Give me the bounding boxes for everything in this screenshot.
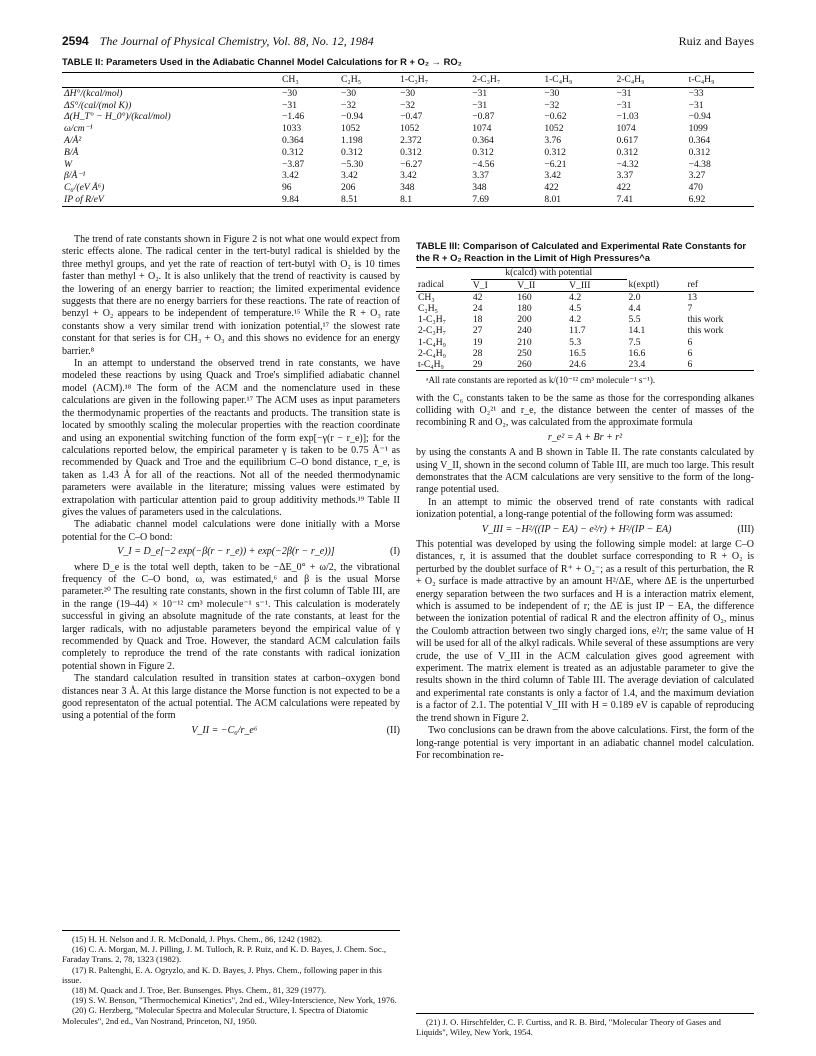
- table2-cell: −31: [688, 99, 704, 111]
- table3-cell: 4.2: [569, 291, 582, 303]
- table2-cell: −3.87: [282, 158, 305, 170]
- table2-row-label: Δ(H_T° − H_0°)/(kcal/mol): [64, 111, 171, 123]
- table2-cell: 0.312: [472, 146, 494, 158]
- equation-4-number: (III): [737, 523, 754, 535]
- table3-col-header: V_II: [515, 279, 567, 291]
- table3-cell: 200: [517, 314, 532, 326]
- table3-row: [416, 348, 754, 359]
- table2-caption: TABLE II: Parameters Used in the Adiabatic Channel Model Calculations for R + O₂ → RO₂: [62, 56, 462, 67]
- table2-cell: 9.84: [280, 194, 339, 206]
- table2-cell: 422: [544, 182, 559, 194]
- equation-1: [62, 546, 400, 558]
- table2-row: [62, 111, 754, 123]
- table2-cell: 3.42: [400, 170, 417, 182]
- table2-cell: 8.1: [398, 194, 470, 206]
- table2-row-label: W: [64, 158, 72, 170]
- table2-cell: 0.312: [341, 146, 363, 158]
- table3-row: [416, 314, 754, 325]
- table2-cell: −31: [472, 99, 488, 111]
- table2-cell: 7.69: [470, 194, 542, 206]
- running-head: [62, 34, 754, 49]
- table3-cell: 16.6: [628, 347, 646, 359]
- table3-cell: 1-C₄H₉: [418, 336, 447, 348]
- footnote: (21) J. O. Hirschfelder, C. F. Curtiss, and R. B. Bird, "Molecular Theory of Gases and Liquids", Wiley, New York, 1954.: [416, 1017, 721, 1038]
- table2-row: [62, 159, 754, 171]
- table2-row-label: ω/cm⁻¹: [64, 123, 93, 135]
- table2-cell: 0.312: [400, 146, 422, 158]
- table2-cell: 96: [282, 182, 292, 194]
- table2-cell: −31: [616, 99, 632, 111]
- body-paragraph: In an attempt to understand the observed trend in rate constants, we have modeled these reactions by using Quack and Troe's simplified adiabatic channel model (ACM).¹⁸ The form of the ACM and the nomenclature used in these calculations are given in the following paper.¹⁷ The ACM uses as input parameters the thermodynamic properties of the reactants and products. The transition state is located by smoothly scaling the molecular properties with the reaction coordinate and using an exponential switching function of the form exp[−γ(r − r_e)]; for the calculations reported below, the empirical parameter γ is taken to be 0.75 Å⁻¹ as recommended by Quack and Troe and the equilibrium C–O bond distance, r_e, is taken as 1.43 Å for all of the reactions. Not all of the needed thermodynamic parameters were available in the literature; missing values were estimated by extrapolation with particular attention paid to group additivity methods.¹⁹ Table II gives the values of parameters used in the calculations.: [62, 358, 400, 518]
- table2-cell: 422: [616, 182, 631, 194]
- table3-row: [416, 359, 754, 371]
- table3-cell: 6: [687, 347, 693, 359]
- footnote: (18) M. Quack and J. Troe, Ber. Bunsenges. Phys. Chem., 81, 329 (1977).: [72, 985, 326, 996]
- table2-cell: 8.51: [339, 194, 398, 206]
- footnotes-left: [62, 930, 400, 1026]
- table3-cell: 24.6: [567, 359, 626, 371]
- table3-cell: 28: [472, 347, 483, 359]
- table3-cell: 27: [472, 325, 483, 337]
- table2-cell: 7.41: [614, 194, 686, 206]
- table2-row-label: β/Å⁻¹: [64, 170, 86, 182]
- table2-cell: −0.94: [341, 111, 364, 123]
- left-column: [62, 234, 400, 740]
- table2-cell: 0.312: [616, 146, 639, 158]
- table2-cell: −6.21: [544, 158, 567, 170]
- table3-cell: 29: [471, 359, 515, 371]
- table2-cell: −30: [400, 87, 416, 99]
- table2-cell: −30: [341, 87, 357, 99]
- table2-cell: −4.38: [688, 158, 711, 170]
- table2-cell: 3.42: [282, 170, 299, 182]
- table3-col-header: ref: [685, 279, 754, 291]
- table3-cell: 4.4: [628, 302, 641, 314]
- table2-cell: 470: [688, 182, 703, 194]
- table2-col-header: t-C₄H₉: [687, 73, 754, 88]
- table2-cell: 348: [400, 182, 415, 194]
- table2-cell: −30: [544, 87, 560, 99]
- table3-cell: 250: [517, 347, 532, 359]
- table2-cell: 1.198: [341, 134, 363, 146]
- table2-cell: 0.312: [544, 146, 566, 158]
- table3-row: [416, 325, 754, 336]
- equation-1-body: V_I = D_e[−2 exp(−β(r − r_e)) + exp(−2β(r − r_e))]: [117, 546, 335, 558]
- table3-cell: 5.5: [628, 314, 641, 326]
- table3-cell: 180: [517, 302, 532, 314]
- table3-empty-header: [416, 268, 471, 280]
- table2-cell: −32: [544, 99, 560, 111]
- body-paragraph: Two conclusions can be drawn from the above calculations. First, the form of the long-range potential is very important in an adiabatic channel model calculation. For recombination re-: [416, 725, 754, 761]
- table2-cell: −30: [282, 87, 298, 99]
- table3-cell: 7: [687, 302, 693, 314]
- table3-row: [416, 291, 754, 303]
- table2-cell: −0.94: [688, 111, 711, 123]
- table2-cell: 1052: [400, 123, 420, 135]
- body-paragraph: where D_e is the total well depth, taken to be −ΔE_0° + ω/2, the vibrational frequency of the C–O bond, ω, was estimated,⁶ and β is the usual Morse parameter.²⁰ The resulting rate constants, shown in the first column of Table III, are in the range (19–44) × 10⁻¹² cm³ molecule⁻¹ s⁻¹. This calculation is moderately successful in giving an absolute magnitude of the rate constants, at least for the larger radicals, with no adjustable parameters beyond the empirical value of γ recommended by Quack and Troe. However, the standard ACM calculation fails completely to reproduce the trend of the rate constants with radical ionization potential shown in Figure 2.: [62, 561, 400, 672]
- equation-4: [416, 524, 754, 536]
- body-paragraph: The trend of rate constants shown in Figure 2 is not what one would expect from steric effects alone. The radical center in the tert-butyl radical is shielded by the three methyl groups, and yet the rate of reaction of tert-butyl with O₂ is 10 times faster than methyl + O₂. It is also unlikely that the trend of reactivity is caused by the lowering of an energy barrier to reaction; the limited experimental evidence suggests that there are no energy barriers for these reactions. The rate of reaction of benzyl + O₂ appears to be independent of temperature.¹⁵ While the R + O₃ rate constants show a very similar trend with ionization potential,¹⁷ the slowest rate constant for that series is for CH₃ + O₃ and this shows no evidence for an energy barrier.⁸: [62, 234, 400, 357]
- table3-cell: 2-C₄H₉: [418, 347, 447, 359]
- table3-cell: 23.4: [627, 359, 686, 371]
- table3-cell: 160: [517, 291, 532, 303]
- table2-cell: 3.76: [544, 134, 562, 146]
- table2-cell: 2.372: [400, 134, 422, 146]
- journal-citation: The Journal of Physical Chemistry, Vol. 88, No. 12, 1984: [99, 34, 374, 48]
- equation-2-body: V_II = −C₆/r_e⁶: [191, 724, 258, 736]
- table3-cell: 1-C₃H₇: [418, 314, 447, 326]
- table3-cell: 13: [687, 291, 698, 303]
- table3-cell: t-C₄H₉: [416, 359, 471, 371]
- table3-cell: 19: [472, 336, 483, 348]
- table2-cell: 3.37: [616, 170, 634, 182]
- table2-row-label: ΔH°/(kcal/mol): [64, 87, 123, 99]
- body-paragraph: with the C₆ constants taken to be the same as those for the corresponding alkanes colliding with O₂²¹ and r_e, the distance between the center of masses of the recombining R and O₂, was calculated from the approximate formula: [416, 392, 754, 429]
- table2-row-label: ΔS°/(cal/(mol K)): [64, 99, 132, 111]
- running-head-left: [62, 34, 382, 49]
- table2-cell: 0.312: [282, 146, 304, 158]
- table3-cell: 6: [687, 336, 693, 348]
- table2-row: [62, 182, 754, 194]
- table3-empty-header: [627, 268, 686, 280]
- table2-col-header: 1-C₃H₇: [398, 73, 470, 88]
- table2-cell: 0.364: [472, 134, 494, 146]
- table3-cell: 18: [472, 314, 483, 326]
- body-paragraph: This potential was developed by using the following simple model: at large C–O distances, r, it is assumed that the doublet surface corresponding to R + O₂ is perturbed by the doublet surface of R⁺ + O₂⁻; as a result of this perturbation, the R + O₂ surface is made attractive by an amount H²/ΔE, where ΔE is the unperturbed energy separation between the two surfaces and H is a interaction matrix element, which is assumed to be independent of r; the ΔE is just IP − EA, the difference between the ionization potential of radical R and the electron affinity of O₂, minus the Coulomb attraction between two singly charged ions, e²/r; the same value of H will be used for all of the alkyl radicals. While several of these assumptions are very crude, the use of V_III in the ACM calculation gives good agreement with experiment. The matrix element is treated as an adjustable parameter to give the results shown in the third column of Table III. The average deviation of calculated and experimental rate constants is only a factor of 1.4, and the maximum deviation is a factor of 2.1. The potential V_III with H = 0.189 eV is capable of reproducing the trend shown in Figure 2.: [416, 539, 754, 724]
- table2-cell: −31: [616, 87, 632, 99]
- table2-cell: 1074: [616, 123, 636, 135]
- table2-cell: −32: [400, 99, 416, 111]
- table2-cell: 3.27: [688, 170, 706, 182]
- table2-col-header: 2-C₃H₇: [470, 73, 542, 88]
- table3-cell: 240: [517, 325, 532, 337]
- table3-cell: this work: [687, 325, 724, 337]
- body-paragraph: In an attempt to mimic the observed trend of rate constants with radical ionization potential, a long-range potential of the following form was assumed:: [416, 496, 754, 521]
- table2-row-label: C₆/(eV Å⁶): [64, 182, 105, 194]
- table3-caption: TABLE III: Comparison of Calculated and Experimental Rate Constants for the R + O₂ Reaction in the Limit of High Pressures^a: [416, 240, 747, 263]
- table3-row: [416, 337, 754, 348]
- table2-row: [62, 123, 754, 135]
- table2-row: [62, 194, 754, 206]
- table3-cell: 210: [517, 336, 532, 348]
- table3-group-header-row: [416, 268, 754, 280]
- table2-cell: 6.92: [687, 194, 754, 206]
- table2-cell: 3.42: [544, 170, 562, 182]
- body-paragraph: by using the constants A and B shown in Table II. The rate constants calculated by using V_II, shown in the second column of Table III, are much too large. This result demonstrates that the ACM calculations are very sensitive to the form of the long-range potential used.: [416, 447, 754, 496]
- table3-cell: 4.5: [569, 302, 582, 314]
- table2-cell: −31: [472, 87, 488, 99]
- page-number: 2594: [62, 34, 89, 48]
- table3-footnote: ᵃAll rate constants are reported as k/(10⁻¹² cm³ molecule⁻¹ s⁻¹).: [426, 375, 656, 386]
- equation-2-number: (II): [386, 724, 400, 736]
- equation-3: [416, 432, 754, 444]
- table3-cell: 7.5: [628, 336, 641, 348]
- table3-row: [416, 303, 754, 314]
- table2-cell: −5.30: [341, 158, 364, 170]
- table2-cell: −6.27: [400, 158, 423, 170]
- table2-cell: 0.364: [282, 134, 304, 146]
- table2-cell: 1074: [472, 123, 492, 135]
- table3-cell: 42: [472, 291, 483, 303]
- equation-4-body: V_III = −H²/((IP − EA) − e²/r) + H²/(IP − EA): [481, 523, 672, 535]
- body-paragraph: The standard calculation resulted in transition states at carbon–oxygen bond distances near 3 Å. At this large distance the Morse function is not expected to be a good representaton of the actual potential. The ACM calculations were repeated by using a potential of the form: [62, 673, 400, 722]
- table2-header-row: [62, 73, 754, 88]
- table3-col-header: V_III: [567, 279, 626, 291]
- table3-header-row: [416, 279, 754, 291]
- footnote: (16) C. A. Morgan, M. J. Pilling, J. M. Tulloch, R. P. Ruiz, and K. D. Bayes, J. Chem. Soc., Faraday Trans. 2, 78, 1323 (1982).: [62, 944, 387, 965]
- table3-cell: C₂H₅: [418, 302, 439, 314]
- table3-cell: CH₃: [418, 291, 435, 303]
- table2-cell: −0.47: [400, 111, 423, 123]
- body-paragraph: The adiabatic channel model calculations were done initially with a Morse potential for the C–O bond:: [62, 519, 400, 543]
- right-column: [416, 240, 754, 762]
- table3-cell: this work: [687, 314, 724, 326]
- table2-cell: 0.617: [616, 134, 639, 146]
- table2-cell: 3.37: [472, 170, 489, 182]
- table2-col-header: CH₃: [280, 73, 339, 88]
- table2-row: [62, 135, 754, 147]
- table2-row: [62, 147, 754, 159]
- table3-empty-header: [685, 268, 754, 280]
- table3-cell: 16.5: [569, 347, 586, 359]
- equation-3-body: r_e² = A + Br + r²: [547, 431, 623, 443]
- running-head-authors: Ruiz and Bayes: [678, 34, 754, 48]
- table2-row-label: IP of R/eV: [62, 194, 280, 206]
- table2-cell: −31: [282, 99, 298, 111]
- table2-row-label: A/Å²: [64, 134, 82, 146]
- table3-cell: 2.0: [628, 291, 641, 303]
- table3-col-header: V_I: [471, 279, 515, 291]
- footnote: (20) G. Herzberg, "Molecular Spectra and Molecular Structure, I. Spectra of Diatomic Molecules", 2nd ed., Van Nostrand, Princeton, NJ, 1950.: [62, 1005, 369, 1026]
- table3-cell: 260: [515, 359, 567, 371]
- table2-col-header: 1-C₄H₉: [542, 73, 614, 88]
- table2-row: [62, 100, 754, 112]
- table2-cell: 348: [472, 182, 487, 194]
- equation-1-number: (I): [390, 546, 400, 558]
- table3-cell: 24: [472, 302, 483, 314]
- table3-cell: 14.1: [628, 325, 646, 337]
- table2-cell: 8.01: [542, 194, 614, 206]
- table3-cell: 2-C₃H₇: [418, 325, 447, 337]
- table3-cell: 6: [685, 359, 754, 371]
- table2-cell: −0.62: [544, 111, 567, 123]
- table2-row: [62, 87, 754, 99]
- footnote: (17) R. Paltenghi, E. A. Ogryzlo, and K. D. Bayes, J. Phys. Chem., following paper in this issue.: [62, 964, 382, 985]
- table2-cell: −4.32: [616, 158, 639, 170]
- table2-cell: 1052: [544, 123, 564, 135]
- table3-cell: 11.7: [569, 325, 586, 337]
- table2-cell: 1099: [688, 123, 708, 135]
- table3-col-header: radical: [416, 279, 471, 291]
- table3-cell: 5.3: [569, 336, 582, 348]
- table2-cell: −33: [688, 87, 704, 99]
- table2-cell: 1033: [282, 123, 302, 135]
- table2-cell: −1.46: [282, 111, 305, 123]
- table2-cell: 3.42: [341, 170, 358, 182]
- table2-row-label: B/Å: [64, 146, 79, 158]
- footnotes-right: [416, 1013, 754, 1037]
- table3-group-header: k(calcd) with potential: [471, 268, 627, 280]
- footnote: (15) H. H. Nelson and J. R. McDonald, J. Phys. Chem., 86, 1242 (1982).: [72, 934, 323, 944]
- table2-cell: 1052: [341, 123, 361, 135]
- table2-corner-cell: [62, 73, 280, 88]
- table2-cell: −1.03: [616, 111, 639, 123]
- table2-cell: 0.312: [688, 146, 711, 158]
- table2-cell: −4.56: [472, 158, 495, 170]
- table2-cell: −0.87: [472, 111, 495, 123]
- table2-row: [62, 170, 754, 182]
- table2-col-header: C₂H₅: [339, 73, 398, 88]
- table2-cell: −32: [341, 99, 357, 111]
- table2-col-header: 2-C₄H₉: [614, 73, 686, 88]
- table2-cell: 206: [341, 182, 356, 194]
- table2-cell: 0.364: [688, 134, 711, 146]
- table3-cell: 4.2: [569, 314, 582, 326]
- table2: [62, 72, 754, 207]
- table3-col-header: k(exptl): [627, 279, 686, 291]
- equation-2: [62, 725, 400, 737]
- footnote: (19) S. W. Benson, "Thermochemical Kinetics", 2nd ed., Wiley-Interscience, New York, 1976.: [72, 995, 397, 1006]
- table3: [416, 267, 754, 371]
